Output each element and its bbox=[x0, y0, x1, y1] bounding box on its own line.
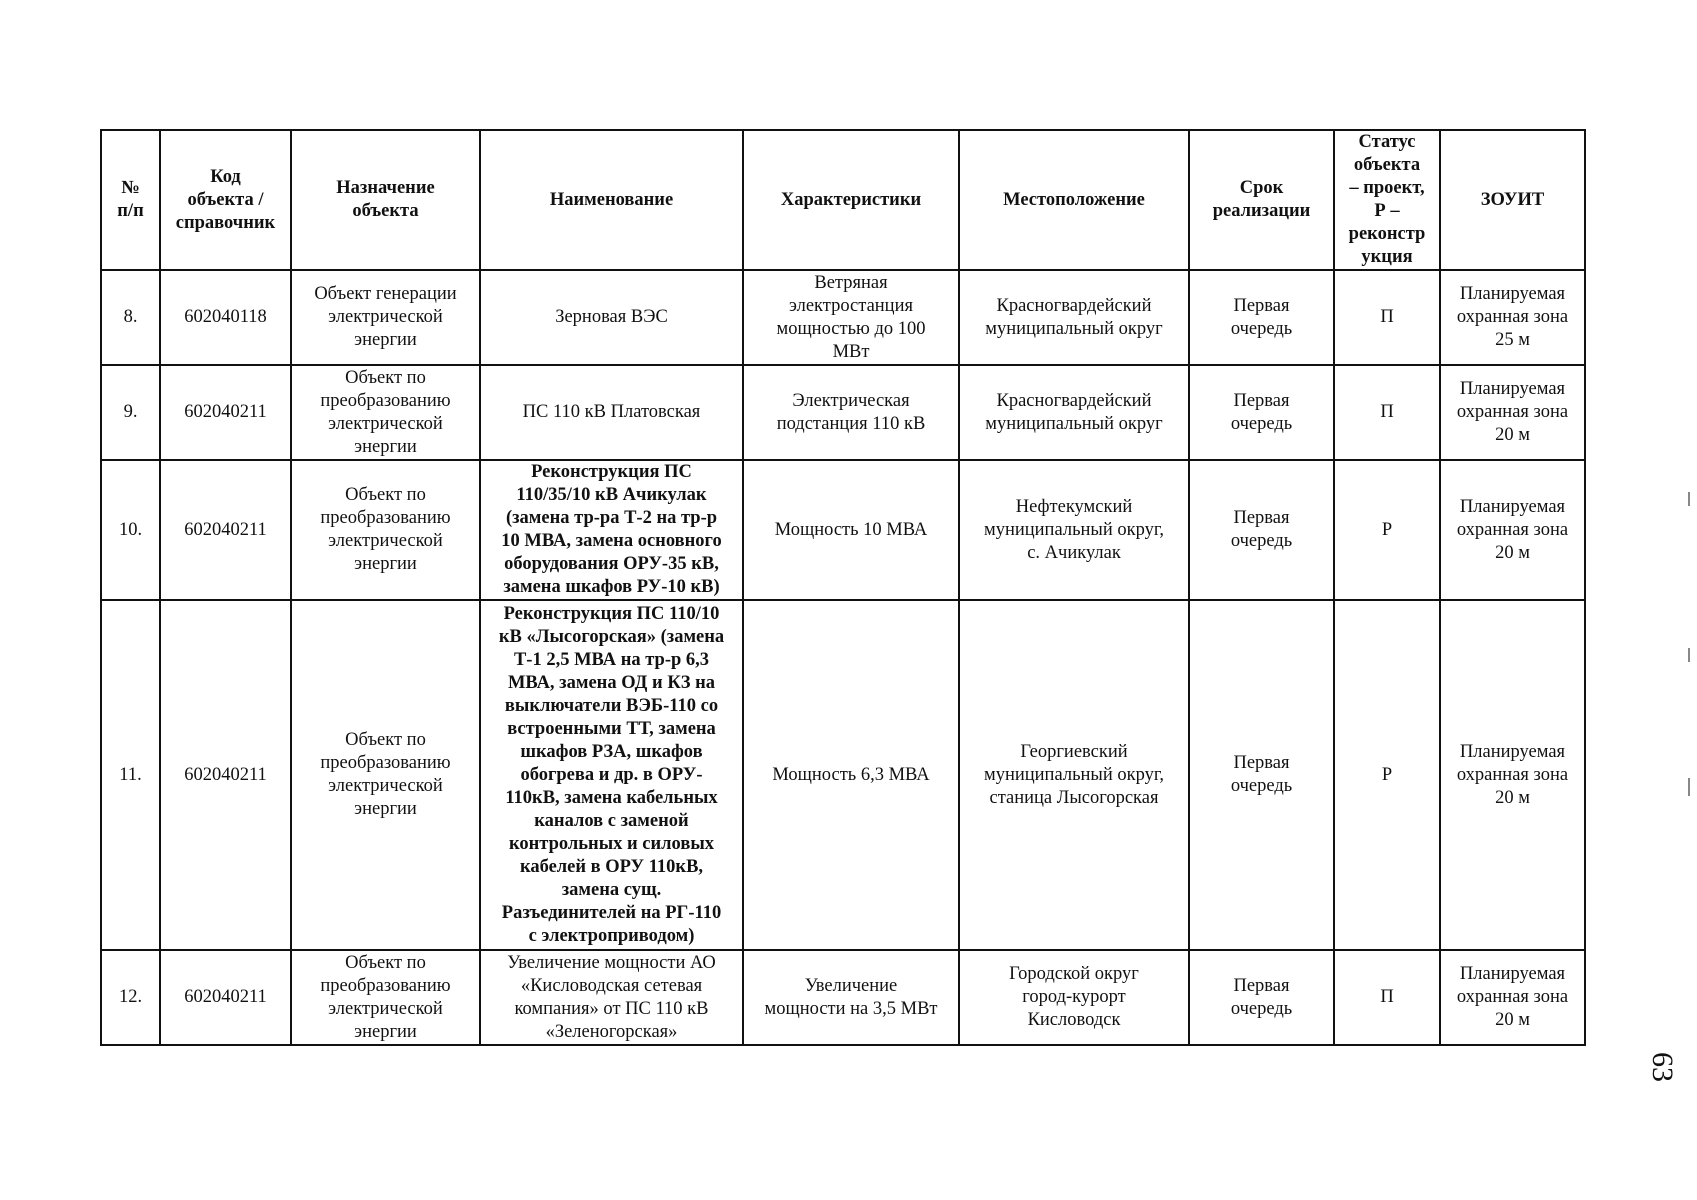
table-row bbox=[101, 950, 1585, 1045]
cell-zouit: Планируемая охранная зона 20 м bbox=[1440, 365, 1585, 460]
header-term: Срок реализации bbox=[1189, 130, 1334, 270]
cell-location: Красногвардейский муниципальный округ bbox=[959, 365, 1189, 460]
header-characteristics: Характеристики bbox=[743, 130, 959, 270]
cell-characteristics: Ветряная электростанция мощностью до 100 МВт bbox=[743, 270, 959, 365]
cell-location: Красногвардейский муниципальный округ bbox=[959, 270, 1189, 365]
cell-purpose: Объект по преобразованию электрической энергии bbox=[291, 460, 480, 600]
cell-status: Р bbox=[1334, 600, 1440, 950]
cell-purpose: Объект по преобразованию электрической энергии bbox=[291, 600, 480, 950]
cell-location: Городской округ город-курорт Кисловодск bbox=[959, 950, 1189, 1045]
table-row bbox=[101, 365, 1585, 460]
cell-purpose: Объект генерации электрической энергии bbox=[291, 270, 480, 365]
cell-zouit: Планируемая охранная зона 20 м bbox=[1440, 600, 1585, 950]
cell-name: Реконструкция ПС 110/10 кВ «Лысогорская» (замена Т-1 2,5 МВА на тр-р 6,3 МВА, замена ОД и КЗ на выключатели ВЭБ-110 со встроенными ТТ, замена шкафов РЗА, шкафов обогрева и др. в ОРУ- 110кВ, замена кабельных каналов с заменой контрольных и силовых кабелей в ОРУ 110кВ, замена сущ. Разъединителей на РГ-110 с электроприводом) bbox=[480, 600, 743, 950]
cell-num: 8. bbox=[101, 270, 160, 365]
cell-term: Первая очередь bbox=[1189, 365, 1334, 460]
scan-margin-mark bbox=[1688, 778, 1690, 796]
cell-num: 10. bbox=[101, 460, 160, 600]
cell-status: П bbox=[1334, 365, 1440, 460]
cell-name: Реконструкция ПС 110/35/10 кВ Ачикулак (замена тр-ра Т-2 на тр-р 10 МВА, замена основного оборудования ОРУ-35 кВ, замена шкафов РУ-10 кВ) bbox=[480, 460, 743, 600]
cell-zouit: Планируемая охранная зона 20 м bbox=[1440, 950, 1585, 1045]
cell-status: П bbox=[1334, 270, 1440, 365]
objects-table bbox=[100, 129, 1586, 1046]
cell-code: 602040211 bbox=[160, 950, 291, 1045]
table-row bbox=[101, 460, 1585, 600]
cell-name: Увеличение мощности АО «Кисловодская сетевая компания» от ПС 110 кВ «Зеленогорская» bbox=[480, 950, 743, 1045]
header-status: Статус объекта – проект, Р – реконстр укция bbox=[1334, 130, 1440, 270]
cell-code: 602040211 bbox=[160, 460, 291, 600]
cell-code: 602040211 bbox=[160, 365, 291, 460]
cell-characteristics: Мощность 10 МВА bbox=[743, 460, 959, 600]
header-zouit: ЗОУИТ bbox=[1440, 130, 1585, 270]
cell-purpose: Объект по преобразованию электрической энергии bbox=[291, 950, 480, 1045]
cell-status: П bbox=[1334, 950, 1440, 1045]
page-number: 63 bbox=[1646, 1052, 1679, 1082]
cell-zouit: Планируемая охранная зона 25 м bbox=[1440, 270, 1585, 365]
header-name: Наименование bbox=[480, 130, 743, 270]
cell-location: Нефтекумский муниципальный округ, с. Ачикулак bbox=[959, 460, 1189, 600]
header-row bbox=[101, 130, 1585, 270]
cell-zouit: Планируемая охранная зона 20 м bbox=[1440, 460, 1585, 600]
cell-characteristics: Увеличение мощности на 3,5 МВт bbox=[743, 950, 959, 1045]
cell-term: Первая очередь bbox=[1189, 270, 1334, 365]
cell-code: 602040211 bbox=[160, 600, 291, 950]
cell-num: 11. bbox=[101, 600, 160, 950]
header-purpose: Назначение объекта bbox=[291, 130, 480, 270]
cell-term: Первая очередь bbox=[1189, 950, 1334, 1045]
scan-margin-mark bbox=[1688, 492, 1690, 506]
cell-name: ПС 110 кВ Платовская bbox=[480, 365, 743, 460]
table-row bbox=[101, 270, 1585, 365]
cell-num: 12. bbox=[101, 950, 160, 1045]
cell-term: Первая очередь bbox=[1189, 600, 1334, 950]
header-location: Местоположение bbox=[959, 130, 1189, 270]
scan-margin-mark bbox=[1688, 648, 1690, 662]
cell-location: Георгиевский муниципальный округ, станица Лысогорская bbox=[959, 600, 1189, 950]
table-row bbox=[101, 600, 1585, 950]
cell-characteristics: Мощность 6,3 МВА bbox=[743, 600, 959, 950]
cell-code: 602040118 bbox=[160, 270, 291, 365]
cell-term: Первая очередь bbox=[1189, 460, 1334, 600]
header-code: Код объекта / справочник bbox=[160, 130, 291, 270]
header-num: № п/п bbox=[101, 130, 160, 270]
cell-status: Р bbox=[1334, 460, 1440, 600]
cell-characteristics: Электрическая подстанция 110 кВ bbox=[743, 365, 959, 460]
cell-name: Зерновая ВЭС bbox=[480, 270, 743, 365]
cell-purpose: Объект по преобразованию электрической энергии bbox=[291, 365, 480, 460]
cell-num: 9. bbox=[101, 365, 160, 460]
